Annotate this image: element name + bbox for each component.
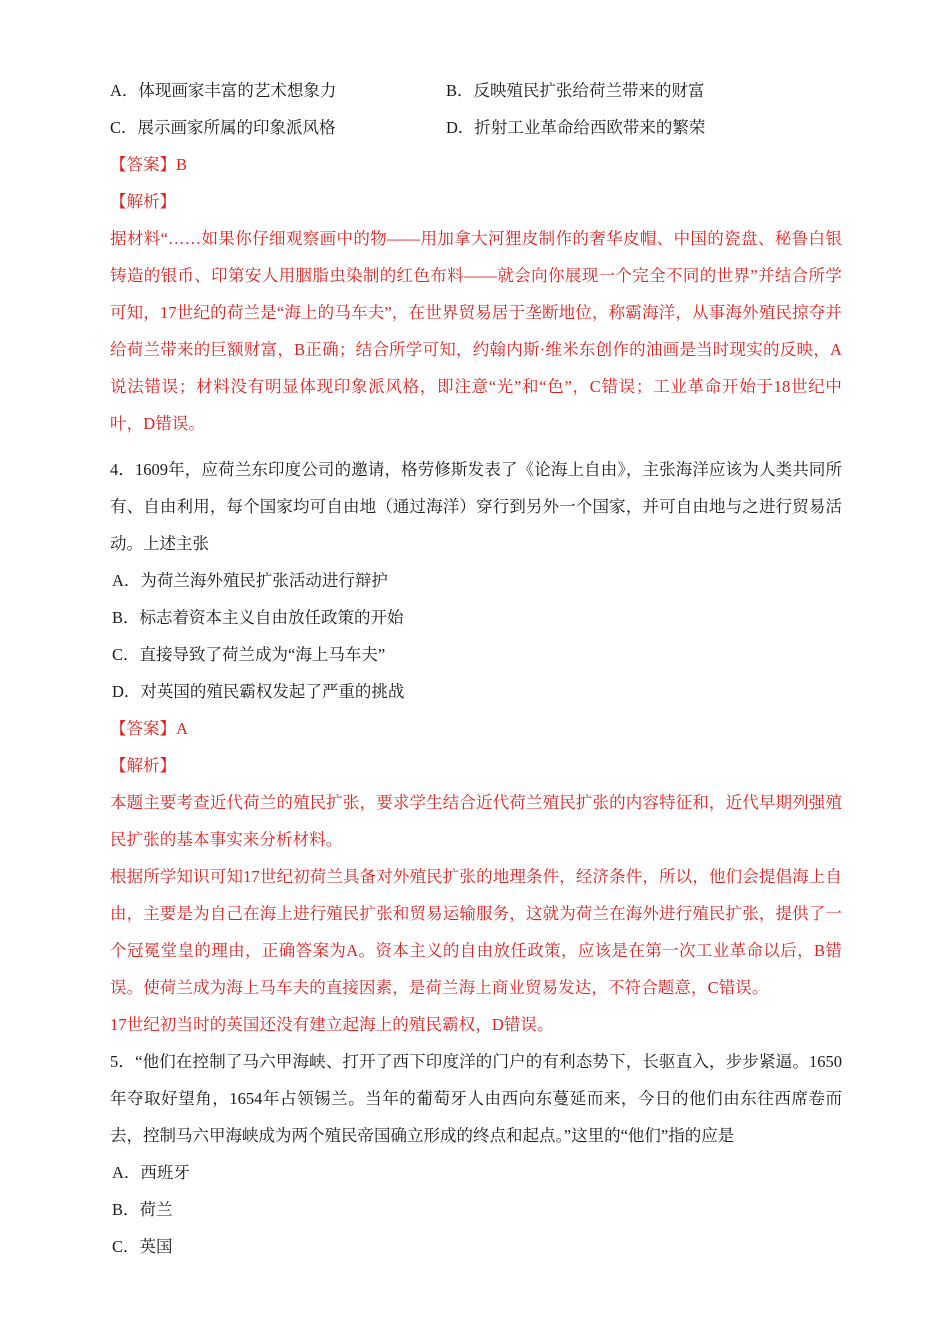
question-stem-text: 1609年，应荷兰东印度公司的邀请，格劳修斯发表了《论海上自由》，主张海洋应该为人类共同所有、自由利用，每个国家均可自由地（通过海洋）穿行到另外一个国家，并可自由地与之进行贸易活动。上述主张 — [110, 460, 843, 553]
question4-analysis-paragraph-3: 17世纪初当时的英国还没有建立起海上的殖民霸权，D错误。 — [110, 1015, 554, 1034]
option-text: 折射工业革命给西欧带来的繁荣 — [474, 118, 706, 137]
answer-value: A — [176, 719, 188, 738]
question4-answer-line — [110, 710, 842, 747]
option-b-q4[interactable] — [110, 599, 842, 636]
answer-label: 【答案】 — [110, 719, 176, 738]
option-letter: D． — [112, 682, 141, 701]
option-letter: B． — [112, 608, 140, 627]
option-text: 体现画家丰富的艺术想象力 — [138, 81, 337, 100]
question4-stem — [110, 451, 842, 562]
option-letter: A． — [110, 81, 139, 100]
question4-analysis-label: 【解析】 — [110, 756, 176, 775]
question-stem-text: “他们在控制了马六甲海峡、打开了西下印度洋的门户的有利态势下，长驱直入，步步紧逼。1650年夺取好望角，1654年占领锡兰。当年的葡萄牙人由西向东蔓延而来，今日的他们由东往西席卷而去，控制马六甲海峡成为两个殖民帝国确立形成的终点和起点。”这里的“他们”指的应是 — [110, 1052, 843, 1145]
option-letter: B． — [446, 81, 474, 100]
option-text: 展示画家所属的印象派风格 — [137, 118, 336, 137]
question4-analysis-paragraph-1: 本题主要考查近代荷兰的殖民扩张，要求学生结合近代荷兰殖民扩张的内容特征和，近代早期列强殖民扩张的基本事实来分析材料。 — [110, 793, 842, 849]
option-text: 直接导致了荷兰成为“海上马车夫” — [139, 645, 386, 664]
option-letter: C． — [112, 1237, 140, 1256]
option-d-q3[interactable] — [446, 109, 842, 146]
option-c-q3[interactable] — [110, 109, 446, 146]
question-number: 4． — [110, 460, 136, 479]
question3-options-row-2 — [110, 109, 842, 146]
option-text: 荷兰 — [139, 1200, 173, 1219]
option-text: 英国 — [139, 1237, 173, 1256]
answer-label: 【答案】 — [110, 155, 176, 174]
option-b-q5[interactable] — [110, 1191, 842, 1228]
option-letter: A． — [112, 1163, 141, 1182]
question3-answer-line — [110, 146, 842, 183]
page-content — [110, 72, 842, 1265]
option-text: 对英国的殖民霸权发起了严重的挑战 — [140, 682, 405, 701]
answer-value: B — [176, 155, 188, 174]
option-letter: D． — [446, 118, 475, 137]
option-text: 西班牙 — [140, 1163, 190, 1182]
option-a-q4[interactable] — [110, 562, 842, 599]
question3-options-row-1 — [110, 72, 842, 109]
option-c-q4[interactable] — [110, 636, 842, 673]
option-c-q5[interactable] — [110, 1228, 842, 1265]
option-letter: A． — [112, 571, 141, 590]
option-text: 为荷兰海外殖民扩张活动进行辩护 — [140, 571, 388, 590]
spacer — [110, 442, 842, 451]
question-number: 5． — [110, 1052, 136, 1071]
option-text: 标志着资本主义自由放任政策的开始 — [139, 608, 404, 627]
option-d-q4[interactable] — [110, 673, 842, 710]
option-letter: C． — [112, 645, 140, 664]
option-letter: B． — [112, 1200, 140, 1219]
option-b-q3[interactable] — [446, 72, 842, 109]
option-a-q3[interactable] — [110, 72, 446, 109]
option-letter: C． — [110, 118, 138, 137]
question5-stem — [110, 1043, 842, 1154]
question4-analysis-paragraph-2: 根据所学知识可知17世纪初荷兰具备对外殖民扩张的地理条件，经济条件，所以，他们会提倡海上自由，主要是为自己在海上进行殖民扩张和贸易运输服务，这就为荷兰在海外进行殖民扩张，提供了一个冠冕堂皇的理由，正确答案为A。资本主义的自由放任政策，应该是在第一次工业革命以后，B错误。使荷兰成为海上马车夫的直接因素，是荷兰海上商业贸易发达，不符合题意，C错误。 — [110, 867, 842, 997]
question3-analysis-label: 【解析】 — [110, 192, 176, 211]
option-text: 反映殖民扩张给荷兰带来的财富 — [473, 81, 705, 100]
question3-analysis-paragraph: 据材料“……如果你仔细观察画中的物——用加拿大河狸皮制作的奢华皮帽、中国的瓷盘、秘鲁白银铸造的银币、印第安人用胭脂虫染制的红色布料——就会向你展现一个完全不同的世界”并结合所学可知，17世纪的荷兰是“海上的马车夫”，在世界贸易居于垄断地位，称霸海洋，从事海外殖民掠夺并给荷兰带来的巨额财富，B正确；结合所学可知，约翰内斯·维米东创作的油画是当时现实的反映，A说法错误；材料没有明显体现印象派风格，即注意“光”和“色”，C错误；工业革命开始于18世纪中叶，D错误。 — [110, 229, 842, 433]
option-a-q5[interactable] — [110, 1154, 842, 1191]
